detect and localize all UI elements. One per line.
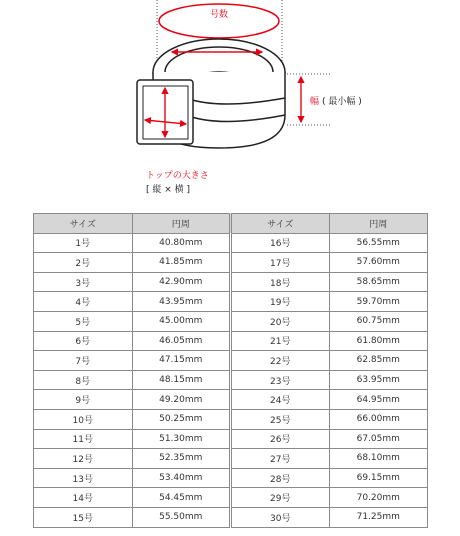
table-row — [34, 429, 428, 449]
size-cell: 21号 — [231, 331, 330, 351]
size-cell: 29号 — [231, 488, 330, 508]
circumference-cell: 63.95mm — [329, 370, 428, 390]
circumference-cell: 45.00mm — [132, 311, 231, 331]
size-cell: 14号 — [34, 488, 133, 508]
circumference-cell: 55.50mm — [132, 507, 231, 527]
width-note: ( 最小幅 ) — [322, 97, 362, 107]
circumference-cell: 50.25mm — [132, 409, 231, 429]
ring-diagram — [0, 0, 460, 200]
table-row — [34, 488, 428, 508]
table-row — [34, 449, 428, 469]
width-label: 幅 — [310, 97, 320, 107]
table-row — [34, 507, 428, 527]
size-cell: 25号 — [231, 409, 330, 429]
table-row — [34, 370, 428, 390]
circumference-cell: 59.70mm — [329, 292, 428, 312]
table-row — [34, 233, 428, 253]
size-cell: 4号 — [34, 292, 133, 312]
size-cell: 7号 — [34, 351, 133, 371]
table-row — [34, 331, 428, 351]
size-cell: 23号 — [231, 370, 330, 390]
circumference-cell: 48.15mm — [132, 370, 231, 390]
circumference-cell: 64.95mm — [329, 390, 428, 410]
circumference-cell: 66.00mm — [329, 409, 428, 429]
table-row — [34, 311, 428, 331]
circumference-cell: 42.90mm — [132, 272, 231, 292]
size-cell: 22号 — [231, 351, 330, 371]
circumference-cell: 69.15mm — [329, 468, 428, 488]
table-header-row — [34, 214, 428, 234]
size-cell: 6号 — [34, 331, 133, 351]
size-cell: 19号 — [231, 292, 330, 312]
circumference-cell: 46.05mm — [132, 331, 231, 351]
header-circumference-1: 円周 — [132, 214, 231, 234]
size-cell: 2号 — [34, 253, 133, 273]
header-size-1: サイズ — [34, 214, 133, 234]
table-row — [34, 292, 428, 312]
size-cell: 12号 — [34, 449, 133, 469]
size-cell: 13号 — [34, 468, 133, 488]
size-cell: 9号 — [34, 390, 133, 410]
header-circumference-2: 円周 — [329, 214, 428, 234]
circumference-cell: 58.65mm — [329, 272, 428, 292]
circumference-cell: 62.85mm — [329, 351, 428, 371]
size-cell: 11号 — [34, 429, 133, 449]
circumference-cell: 53.40mm — [132, 468, 231, 488]
circumference-cell: 67.05mm — [329, 429, 428, 449]
ring-illustration — [0, 0, 460, 200]
circumference-cell: 71.25mm — [329, 507, 428, 527]
circumference-cell: 49.20mm — [132, 390, 231, 410]
size-cell: 10号 — [34, 409, 133, 429]
circumference-cell: 47.15mm — [132, 351, 231, 371]
table-row — [34, 468, 428, 488]
circumference-cell: 70.20mm — [329, 488, 428, 508]
size-cell: 26号 — [231, 429, 330, 449]
circumference-cell: 57.60mm — [329, 253, 428, 273]
size-cell: 8号 — [34, 370, 133, 390]
size-cell: 16号 — [231, 233, 330, 253]
table-row — [34, 253, 428, 273]
circumference-cell: 41.85mm — [132, 253, 231, 273]
size-cell: 1号 — [34, 233, 133, 253]
table-row — [34, 272, 428, 292]
size-cell: 24号 — [231, 390, 330, 410]
ring-size-table — [33, 213, 428, 528]
circumference-cell: 51.30mm — [132, 429, 231, 449]
circumference-cell: 56.55mm — [329, 233, 428, 253]
size-cell: 17号 — [231, 253, 330, 273]
size-cell: 27号 — [231, 449, 330, 469]
size-cell: 3号 — [34, 272, 133, 292]
table-row — [34, 351, 428, 371]
top-size-note: [ 縦 × 横 ] — [146, 185, 191, 195]
circumference-cell: 40.80mm — [132, 233, 231, 253]
size-cell: 5号 — [34, 311, 133, 331]
size-cell: 18号 — [231, 272, 330, 292]
circumference-cell: 61.80mm — [329, 331, 428, 351]
header-size-2: サイズ — [231, 214, 330, 234]
circumference-cell: 43.95mm — [132, 292, 231, 312]
size-cell: 30号 — [231, 507, 330, 527]
circumference-cell: 60.75mm — [329, 311, 428, 331]
table-row — [34, 390, 428, 410]
size-cell: 28号 — [231, 468, 330, 488]
size-cell: 15号 — [34, 507, 133, 527]
table-row — [34, 409, 428, 429]
size-label: 号数 — [210, 10, 229, 20]
circumference-cell: 52.35mm — [132, 449, 231, 469]
top-size-label: トップの大きさ — [146, 171, 209, 181]
circumference-cell: 68.10mm — [329, 449, 428, 469]
size-cell: 20号 — [231, 311, 330, 331]
circumference-cell: 54.45mm — [132, 488, 231, 508]
